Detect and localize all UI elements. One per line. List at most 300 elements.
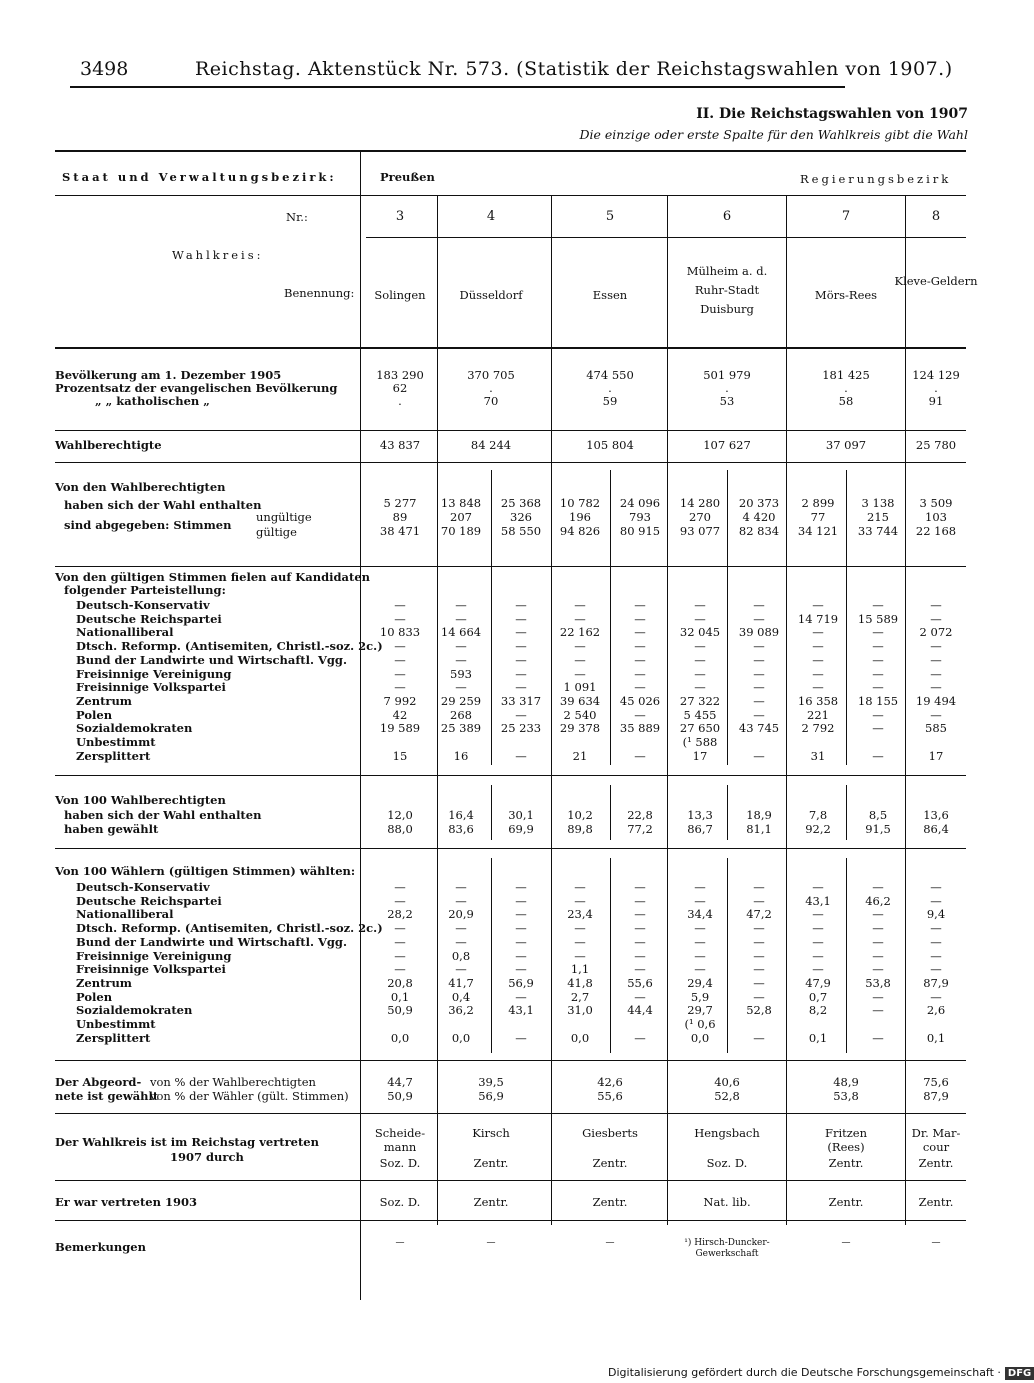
- party-vote-pct: —: [515, 934, 527, 949]
- party-votes: —: [812, 652, 824, 667]
- party-vote-pct: —: [812, 948, 824, 963]
- pct-abstained: 8,5: [868, 808, 888, 822]
- party-votes: 32 045: [679, 625, 721, 640]
- label-pop: Bevölkerung am 1. Dezember 1905: [55, 368, 282, 382]
- party-votes: —: [812, 639, 824, 654]
- constituency-name: Düsseldorf: [459, 288, 523, 302]
- party-votes: —: [753, 598, 765, 612]
- party-vote-pct: —: [753, 989, 765, 1004]
- rule: [55, 1180, 966, 1181]
- valid-value: 70 189: [440, 524, 482, 538]
- party-votes: —: [812, 598, 824, 612]
- party-votes: —: [872, 666, 884, 681]
- party-votes: —: [515, 748, 527, 763]
- remark: —: [486, 1238, 496, 1248]
- party-vote-pct: —: [515, 989, 527, 1004]
- party-vote-pct: 56,9: [508, 975, 534, 990]
- party-votes: —: [872, 639, 884, 654]
- party-votes: —: [515, 680, 527, 695]
- dfg-logo: DFG: [1005, 1367, 1034, 1380]
- invalid-value: 793: [629, 510, 651, 524]
- deputy-party: Soz. D.: [379, 1156, 421, 1170]
- state-name: Preußen: [380, 170, 435, 184]
- party-vote-pct: 5,9: [690, 989, 710, 1004]
- party-vote-pct: —: [753, 975, 765, 990]
- running-title: Reichstag. Aktenstück Nr. 573. (Statistik der Reichstagswahlen von 1907.): [195, 58, 953, 80]
- party-votes: 15: [392, 748, 408, 763]
- eligible-voters: 107 627: [703, 438, 751, 452]
- remark: ¹) Hirsch-Duncker-Gewerkschaft: [684, 1238, 770, 1259]
- constituency-nr: 3: [395, 209, 405, 224]
- label-abg-b: von % der Wähler (gült. Stimmen): [150, 1089, 349, 1103]
- rule: [55, 150, 966, 152]
- pct-abstained: 16,4: [448, 808, 474, 822]
- party-votes: —: [455, 611, 467, 626]
- party-vote-pct: 0,0: [690, 1030, 710, 1045]
- party-votes: —: [394, 639, 406, 654]
- label-vertr1: Der Wahlkreis ist im Reichstag vertreten: [55, 1135, 319, 1149]
- valid-value: 22 168: [915, 524, 957, 538]
- valid-value: 38 471: [379, 524, 421, 538]
- elected-pct-votes: 56,9: [478, 1089, 504, 1103]
- party-vote-pct: 0,1: [926, 1030, 946, 1045]
- invalid-value: 4 420: [742, 510, 776, 524]
- valid-value: 94 826: [559, 524, 601, 538]
- constituency-nr: 4: [486, 209, 496, 224]
- party-votes: —: [394, 611, 406, 626]
- party-vote-pct: 0,8: [451, 948, 471, 963]
- party-vote-pct: —: [753, 948, 765, 963]
- party-vote-pct: —: [930, 962, 942, 977]
- party-vote-pct: —: [753, 893, 765, 908]
- party-vote-pct: —: [634, 907, 646, 922]
- party-1903: Zentr.: [592, 1195, 628, 1209]
- dfg-footer: [608, 1366, 1034, 1380]
- rule: [366, 237, 966, 238]
- party-vote-pct: —: [872, 907, 884, 922]
- party-label: Freisinnige Vereinigung: [76, 948, 232, 963]
- party-votes: —: [634, 666, 646, 681]
- party-votes: —: [694, 611, 706, 626]
- party-votes: 5 455: [683, 707, 717, 722]
- column-rule: [491, 470, 492, 765]
- party-1903: Nat. lib.: [703, 1195, 751, 1209]
- deputy-party: Zentr.: [473, 1156, 509, 1170]
- party-votes: —: [930, 680, 942, 695]
- deputy-party: Zentr.: [592, 1156, 628, 1170]
- party-vote-pct: —: [574, 948, 586, 963]
- deputy-name: Scheide-mann: [374, 1126, 426, 1154]
- party-vote-pct: —: [455, 962, 467, 977]
- constituency-nr: 6: [722, 209, 732, 224]
- elected-pct-votes: 87,9: [923, 1089, 949, 1103]
- party-vote-pct: —: [515, 962, 527, 977]
- pct-voted: 88,0: [387, 822, 413, 836]
- evangelical-pct: .: [934, 381, 938, 395]
- abstained-value: 14 280: [679, 496, 721, 510]
- rule: [55, 1113, 966, 1114]
- party-vote-pct: —: [872, 1030, 884, 1045]
- catholic-pct: 58: [838, 394, 854, 408]
- rule: [55, 1060, 966, 1061]
- party-vote-pct: —: [872, 962, 884, 977]
- party-votes: —: [634, 625, 646, 640]
- valid-value: 58 550: [500, 524, 542, 538]
- column-rule: [727, 785, 728, 840]
- elected-pct-eligible: 44,7: [387, 1075, 413, 1089]
- party-vote-pct: 41,7: [448, 975, 474, 990]
- party-votes: —: [812, 625, 824, 640]
- section-note: Die einzige oder erste Spalte für den Wahlkreis gibt die Wahl: [579, 127, 968, 142]
- party-1903: Soz. D.: [379, 1195, 421, 1209]
- label-abgegeben: sind abgegeben: Stimmen: [64, 518, 232, 532]
- party-votes: —: [574, 598, 586, 612]
- invalid-value: 270: [689, 510, 711, 524]
- party-votes: 43 745: [738, 721, 780, 736]
- pct-abstained: 13,3: [687, 808, 713, 822]
- party-votes: 221: [807, 707, 829, 722]
- abstained-value: 3 138: [861, 496, 895, 510]
- column-rule: [667, 195, 668, 1225]
- party-vote-pct: —: [455, 893, 467, 908]
- pct-voted: 86,7: [687, 822, 713, 836]
- party-vote-pct: —: [515, 893, 527, 908]
- abstained-value: 24 096: [619, 496, 661, 510]
- party-vote-pct: —: [634, 880, 646, 894]
- abstained-value: 5 277: [383, 496, 417, 510]
- party-votes: —: [930, 707, 942, 722]
- state-label: Staat und Verwaltungsbezirk:: [62, 170, 337, 184]
- constituency-name: Mülheim a. d. Ruhr-Stadt Duisburg: [686, 264, 768, 316]
- rule: [55, 430, 966, 431]
- party-votes: —: [930, 652, 942, 667]
- party-vote-pct: —: [394, 934, 406, 949]
- party-votes: —: [515, 707, 527, 722]
- party-vote-pct: —: [634, 962, 646, 977]
- party-votes: 27 650: [679, 721, 721, 736]
- party-vote-pct: 43,1: [805, 893, 831, 908]
- party-vote-pct: —: [394, 962, 406, 977]
- constituency-nr: 8: [931, 209, 941, 224]
- eligible-voters: 84 244: [470, 438, 512, 452]
- deputy-name: Kirsch: [472, 1126, 510, 1140]
- party-vote-pct: —: [872, 934, 884, 949]
- party-votes: 2 540: [563, 707, 597, 722]
- column-rule: [610, 785, 611, 840]
- party-vote-pct: —: [574, 934, 586, 949]
- party-vote-pct: 87,9: [923, 975, 949, 990]
- label-gs1: Von den gültigen Stimmen fielen auf Kandidaten: [55, 570, 370, 584]
- party-label: Deutsche Reichspartei: [76, 611, 222, 626]
- party-vote-pct: —: [515, 921, 527, 936]
- party-vote-pct: 47,9: [805, 975, 831, 990]
- valid-value: 80 915: [619, 524, 661, 538]
- remark: —: [841, 1238, 851, 1248]
- pct-voted: 69,9: [508, 822, 534, 836]
- pct-voted: 83,6: [448, 822, 474, 836]
- column-rule: [491, 785, 492, 840]
- remark: —: [395, 1238, 405, 1248]
- catholic-pct: 70: [483, 394, 499, 408]
- party-vote-pct: —: [812, 921, 824, 936]
- party-1903: Zentr.: [473, 1195, 509, 1209]
- column-rule: [551, 195, 552, 1225]
- party-vote-pct: —: [634, 921, 646, 936]
- party-votes: —: [872, 707, 884, 722]
- party-votes: 19 494: [915, 693, 957, 708]
- party-votes: —: [394, 598, 406, 612]
- party-vote-pct: 0,0: [390, 1030, 410, 1045]
- party-vote-pct: —: [930, 934, 942, 949]
- elected-pct-eligible: 42,6: [597, 1075, 623, 1089]
- elected-pct-eligible: 75,6: [923, 1075, 949, 1089]
- pct-abstained: 12,0: [387, 808, 413, 822]
- party-votes: —: [872, 598, 884, 612]
- party-vote-pct: 47,2: [746, 907, 772, 922]
- party-label: Sozialdemokraten: [76, 1003, 193, 1018]
- party-votes: —: [515, 639, 527, 654]
- label-ev: Prozentsatz der evangelischen Bevölkerung: [55, 381, 338, 395]
- party-votes: —: [872, 652, 884, 667]
- party-votes: —: [812, 666, 824, 681]
- valid-value: 93 077: [679, 524, 721, 538]
- invalid-value: 103: [925, 510, 947, 524]
- party-votes: —: [394, 652, 406, 667]
- party-votes: —: [515, 652, 527, 667]
- constituency-nr: 5: [605, 209, 615, 224]
- party-votes: —: [574, 611, 586, 626]
- party-vote-pct: —: [930, 893, 942, 908]
- party-votes: 268: [450, 707, 472, 722]
- party-1903: Zentr.: [828, 1195, 864, 1209]
- name-label: Benennung:: [284, 286, 355, 300]
- label-p100: Von 100 Wahlberechtigten: [55, 793, 226, 807]
- party-vote-pct: 0,0: [451, 1030, 471, 1045]
- party-vote-pct: 2,7: [570, 989, 590, 1004]
- party-votes: 29 378: [559, 721, 601, 736]
- footer-text: Digitalisierung gefördert durch die Deutsche Forschungsgemeinschaft ·: [608, 1366, 1001, 1379]
- pct-abstained: 18,9: [746, 808, 772, 822]
- party-votes: 14 719: [797, 611, 839, 626]
- party-vote-pct: 0,0: [570, 1030, 590, 1045]
- party-votes: —: [930, 598, 942, 612]
- valid-value: 33 744: [857, 524, 899, 538]
- party-votes: —: [515, 666, 527, 681]
- party-vote-pct: 0,4: [451, 989, 471, 1004]
- party-vote-pct: —: [455, 934, 467, 949]
- party-votes: 35 889: [619, 721, 661, 736]
- label-abg-a: von % der Wahlberechtigten: [150, 1075, 316, 1089]
- deputy-party: Zentr.: [828, 1156, 864, 1170]
- label-von-wb: Von den Wahlberechtigten: [55, 480, 226, 494]
- elected-pct-votes: 55,6: [597, 1089, 623, 1103]
- party-vote-pct: —: [455, 880, 467, 894]
- column-rule: [727, 858, 728, 1053]
- label-vertr2: 1907 durch: [170, 1150, 244, 1164]
- party-votes: —: [394, 680, 406, 695]
- catholic-pct: .: [398, 394, 402, 408]
- party-votes: 2 792: [801, 721, 835, 736]
- party-vote-pct: 52,8: [746, 1003, 772, 1018]
- party-votes: 10 833: [379, 625, 421, 640]
- population-value: 474 550: [586, 368, 634, 382]
- population-value: 183 290: [376, 368, 424, 382]
- party-votes: (¹ 588: [682, 735, 718, 749]
- label-p100-ent: haben sich der Wahl enthalten: [64, 808, 262, 822]
- party-votes: —: [574, 666, 586, 681]
- deputy-name: Hengsbach: [694, 1126, 760, 1140]
- party-vote-pct: —: [574, 880, 586, 894]
- eligible-voters: 37 097: [825, 438, 867, 452]
- party-vote-pct: 1,1: [570, 962, 590, 977]
- evangelical-pct: .: [725, 381, 729, 395]
- party-votes: 45 026: [619, 693, 661, 708]
- pct-abstained: 10,2: [567, 808, 593, 822]
- party-votes: —: [634, 680, 646, 695]
- constituency-nr: 7: [841, 209, 851, 224]
- evangelical-pct: 62: [392, 381, 408, 395]
- label-enthalten: haben sich der Wahl enthalten: [64, 498, 262, 512]
- party-vote-pct: —: [872, 1003, 884, 1018]
- party-votes: —: [753, 611, 765, 626]
- deputy-name: Fritzen (Rees): [824, 1126, 868, 1154]
- party-vote-pct: 31,0: [567, 1003, 593, 1018]
- elected-pct-eligible: 48,9: [833, 1075, 859, 1089]
- valid-value: 82 834: [738, 524, 780, 538]
- eligible-voters: 43 837: [379, 438, 421, 452]
- pct-voted: 81,1: [746, 822, 772, 836]
- party-votes: 21: [572, 748, 588, 763]
- party-label: Zentrum: [76, 693, 132, 708]
- section-title: II. Die Reichstagswahlen von 1907: [696, 106, 968, 122]
- pct-voted: 91,5: [865, 822, 891, 836]
- party-votes: 39 089: [738, 625, 780, 640]
- party-label: Freisinnige Vereinigung: [76, 666, 232, 681]
- party-vote-pct: —: [812, 880, 824, 894]
- rule: [55, 347, 966, 349]
- label-kath: „ „ katholischen „: [95, 394, 210, 408]
- label-wb: Wahlberechtigte: [55, 438, 162, 452]
- constituency-name: Kleve-Geldern: [894, 274, 978, 288]
- pct-abstained: 7,8: [808, 808, 828, 822]
- elected-pct-votes: 50,9: [387, 1089, 413, 1103]
- party-votes: 14 664: [440, 625, 482, 640]
- party-vote-pct: —: [812, 962, 824, 977]
- party-label: Nationalliberal: [76, 625, 174, 640]
- constituency-name: Mörs-Rees: [814, 288, 878, 302]
- party-vote-pct: —: [872, 989, 884, 1004]
- party-votes: —: [394, 666, 406, 681]
- abstained-value: 3 509: [919, 496, 953, 510]
- party-votes: —: [694, 680, 706, 695]
- party-vote-pct: 9,4: [926, 907, 946, 922]
- party-vote-pct: —: [634, 934, 646, 949]
- column-rule: [437, 195, 438, 1225]
- party-votes: —: [812, 680, 824, 695]
- party-votes: —: [753, 652, 765, 667]
- eligible-voters: 105 804: [586, 438, 634, 452]
- remark: —: [931, 1238, 941, 1248]
- party-votes: 39 634: [559, 693, 601, 708]
- party-vote-pct: —: [930, 948, 942, 963]
- invalid-value: 207: [450, 510, 472, 524]
- rule: [55, 775, 966, 776]
- label-abg2: nete ist gewählt: [55, 1089, 159, 1103]
- wahlkreis-label: Wahlkreis:: [172, 248, 264, 262]
- population-value: 124 129: [912, 368, 960, 382]
- nr-label: Nr.:: [286, 210, 308, 224]
- party-votes: —: [872, 748, 884, 763]
- population-value: 370 705: [467, 368, 515, 382]
- party-label: Dtsch. Reformp. (Antisemiten, Christl.-soz. 2c.): [76, 639, 383, 654]
- party-votes: —: [930, 611, 942, 626]
- party-vote-pct: —: [872, 880, 884, 894]
- party-votes: —: [753, 666, 765, 681]
- party-label: Polen: [76, 989, 113, 1004]
- deputy-name: Dr. Mar-cour: [911, 1126, 961, 1154]
- party-vote-pct: 8,2: [808, 1003, 828, 1018]
- party-vote-pct: —: [515, 880, 527, 894]
- rule: [55, 848, 966, 849]
- party-vote-pct: —: [872, 921, 884, 936]
- party-votes: —: [753, 707, 765, 722]
- party-vote-pct: —: [753, 934, 765, 949]
- party-vote-pct: 43,1: [508, 1003, 534, 1018]
- party-vote-pct: 41,8: [567, 975, 593, 990]
- party-votes: —: [634, 748, 646, 763]
- party-vote-pct: —: [515, 1030, 527, 1045]
- party-vote-pct: —: [634, 948, 646, 963]
- party-vote-pct: 29,7: [687, 1003, 713, 1018]
- party-votes: —: [455, 598, 467, 612]
- elected-pct-eligible: 40,6: [714, 1075, 740, 1089]
- party-votes: —: [753, 639, 765, 654]
- pct-voted: 77,2: [627, 822, 653, 836]
- label-abg1: Der Abgeord-: [55, 1075, 142, 1089]
- party-vote-pct: —: [394, 948, 406, 963]
- party-vote-pct: —: [394, 893, 406, 908]
- invalid-value: 89: [392, 510, 408, 524]
- label-gs2: folgender Parteistellung:: [64, 583, 226, 597]
- column-rule: [360, 150, 361, 1300]
- rule: [55, 462, 966, 463]
- party-vote-pct: 50,9: [387, 1003, 413, 1018]
- party-votes: 22 162: [559, 625, 601, 640]
- party-vote-pct: 28,2: [387, 907, 413, 922]
- label-w100: Von 100 Wählern (gültigen Stimmen) wählten:: [55, 864, 356, 878]
- population-value: 181 425: [822, 368, 870, 382]
- pct-abstained: 22,8: [627, 808, 653, 822]
- rule: [55, 195, 966, 196]
- party-votes: —: [634, 611, 646, 626]
- evangelical-pct: .: [608, 381, 612, 395]
- column-rule: [610, 858, 611, 1053]
- party-vote-pct: —: [753, 921, 765, 936]
- party-label: Deutsch-Konservativ: [76, 880, 210, 894]
- party-vote-pct: 29,4: [687, 975, 713, 990]
- party-votes: —: [455, 639, 467, 654]
- party-votes: 31: [810, 748, 826, 763]
- party-label: Freisinnige Volkspartei: [76, 962, 226, 977]
- party-votes: —: [455, 680, 467, 695]
- party-vote-pct: 34,4: [687, 907, 713, 922]
- eligible-voters: 25 780: [915, 438, 957, 452]
- party-label: Zentrum: [76, 975, 132, 990]
- party-votes: 593: [450, 666, 472, 681]
- party-vote-pct: —: [753, 962, 765, 977]
- party-vote-pct: —: [634, 1030, 646, 1045]
- party-vote-pct: 46,2: [865, 893, 891, 908]
